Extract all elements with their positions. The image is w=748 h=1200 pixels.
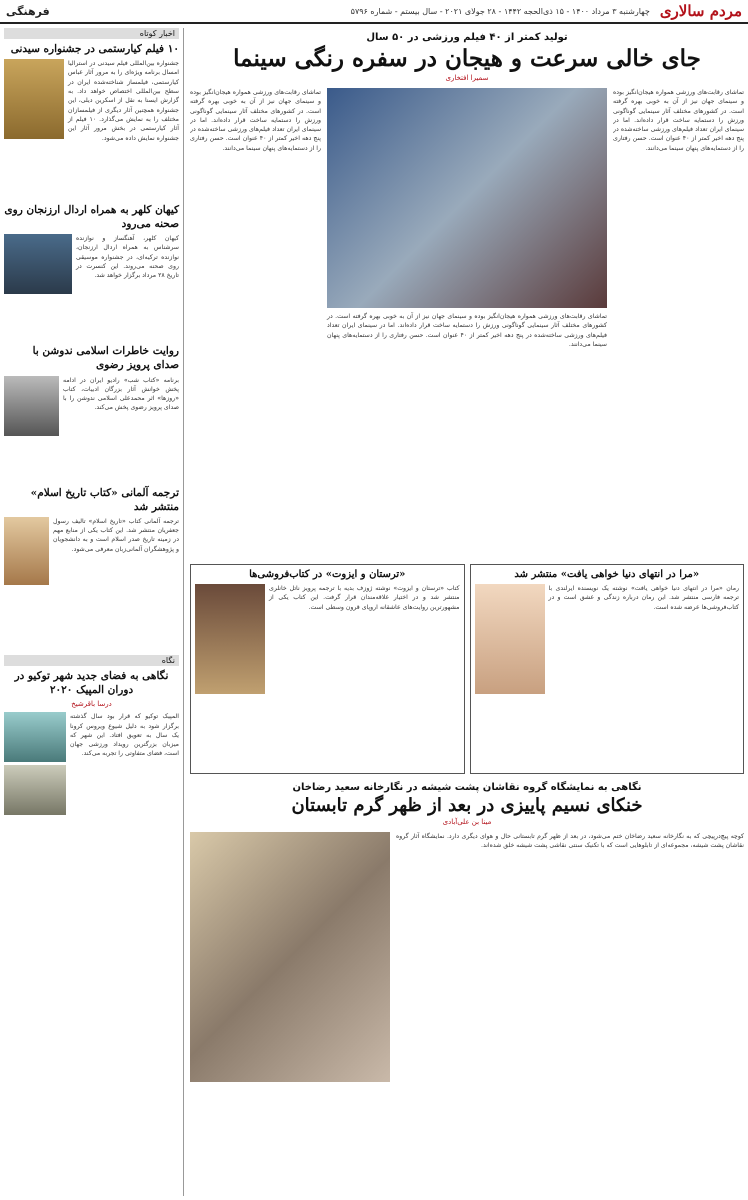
- lead-body-right: تماشای رقابت‌های ورزشی همواره هیجان‌انگیز بوده و سینمای جهان نیز از آن به خوبی بهره گرفته است. در کشورهای مختلف آثار سینمایی گوناگونی ورزش را دستمایه ساخت قرار داده‌اند. اما در سینمای ایران تعداد فیلم‌های ورزشی ساخته‌شده در پنج دهه اخیر کمتر از ۴۰ عنوان است. حسن رفتاری را از دستمایه‌های پنهان سینما می‌دانند.: [190, 89, 321, 152]
- sidebar-label: اخبار کوتاه: [4, 28, 179, 39]
- book-cover-image: [195, 584, 265, 694]
- dateline: چهارشنبه ۳ مرداد ۱۴۰۰ - ۱۵ ذی‌الحجه ۱۴۴۲ - ۲۸ جولای ۲۰۲۱ - سال بیستم - شماره ۵۷۹۶: [350, 6, 650, 16]
- box-title: «ترستان و ایزوت» در کتاب‌فروشی‌ها: [249, 569, 406, 580]
- book-cover-image: [475, 584, 545, 694]
- sidebar-label-2: نگاه: [4, 655, 179, 666]
- sidebar-item: [4, 344, 179, 435]
- main-content: [190, 28, 744, 1196]
- lead-byline: سمیرا افتخاری: [445, 74, 489, 82]
- lead-headline: جای خالی سرعت و هیجان در سفره رنگی سینما: [233, 45, 701, 72]
- sidebar-item-text: ترجمه آلمانی کتاب «تاریخ اسلام» تالیف رسول جعفریان منتشر شد. این کتاب یکی از منابع مهم در زمینه تاریخ صدر اسلام است و به دانشجویان و پژوهشگران آلمانی‌زبان معرفی می‌شود.: [53, 517, 179, 553]
- bottom-byline: مینا بن علی‌آبادی: [442, 818, 492, 826]
- tokyo-title: نگاهی به فضای جدید شهر توکیو در دوران المپیک ۲۰۲۰: [14, 669, 169, 697]
- sidebar-item: [4, 42, 179, 143]
- sidebar-item-title: روایت خاطرات اسلامی ندوشن با صدای پرویز رضوی: [32, 345, 179, 372]
- sports-film-collage: [327, 88, 607, 308]
- lead-body: تماشای رقابت‌های ورزشی همواره هیجان‌انگیز بوده و سینمای جهان نیز از آن به خوبی بهره گرفته است. در کشورهای مختلف آثار سینمایی گوناگونی ورزش را دستمایه ساخت قرار داده‌اند. اما در سینمای ایران تعداد فیلم‌های ورزشی ساخته‌شده در پنج دهه اخیر کمتر از ۴۰ عنوان است. حسن رفتاری را از دستمایه‌های پنهان سینما می‌دانند.: [613, 89, 744, 152]
- section-name: فرهنگی: [6, 4, 50, 18]
- box-text: رمان «مرا در انتهای دنیا خواهی یافت» نوشته یک نویسنده ایرلندی با ترجمه فارسی منتشر شد. این رمان درباره زندگی و عشق است و در کتاب‌فروشی‌ها عرضه شده است.: [548, 585, 739, 611]
- author-portrait: [4, 376, 59, 436]
- sidebar-item-text: کیهان کلهر، آهنگساز و نوازنده سرشناس به همراه اردال ارزنجان، نوازنده ترکیه‌ای، در جشنواره موسیقی روی صحنه می‌روند. این کنسرت در تاریخ ۲۸ مرداد برگزار خواهد شد.: [76, 235, 179, 280]
- sidebar-item: [4, 486, 179, 585]
- sidebar-item-text: جشنواره بین‌المللی فیلم سیدنی در استرالیا امسال برنامه ویژه‌ای را به مرور آثار عباس کیارستمی، فیلمساز شناخته‌شده ایران در سطح بین‌المللی اختصاص خواهد داد. به گزارش ایسنا به نقل از اسکرین دیلی، این جشنواره همچنین آثار دیگری از فیلمسازان مختلف را به نمایش می‌گذارد. ۱۰ فیلم از آثار کیارستمی در بخش مرور آثار این جشنواره نمایش داده می‌شود.: [68, 60, 179, 142]
- sidebar-item-title: ۱۰ فیلم کیارستمی در جشنواره سیدنی: [10, 43, 179, 55]
- concert-photo: [4, 234, 72, 294]
- lead-kicker: تولید کمتر از ۴۰ فیلم ورزشی در ۵۰ سال: [366, 32, 568, 43]
- tokyo-text: المپیک توکیو که قرار بود سال گذشته برگزار شود به دلیل شیوع ویروس کرونا یک سال به تعویق افتاد. این شهر که میزبان بزرگترین رویداد ورزشی جهان است، فضای متفاوتی را تجربه می‌کند.: [70, 713, 179, 758]
- book-box-right: [190, 564, 465, 774]
- book-box-left: [470, 564, 745, 774]
- tokyo-photo-1: [4, 712, 66, 762]
- bottom-body: کوچه پیچ‌درپیچی که به نگارخانه سعید رضاخان ختم می‌شود، در بعد از ظهر گرم تابستانی حال و هوای دیگری دارد. نمایشگاه آثار گروه نقاشان پشت شیشه، مجموعه‌ای از تابلوهایی است که با تکنیک سنتی نقاشی پشت شیشه خلق شده‌اند.: [396, 833, 744, 850]
- box-text: کتاب «ترستان و ایزوت» نوشته ژوزف بدیه با ترجمه پرویز ناتل خانلری منتشر شد و در اختیار علاقه‌مندان قرار گرفت. این کتاب یکی از مشهورترین روایت‌های عاشقانه اروپای قرون وسطی است.: [269, 585, 460, 611]
- box-title: «مرا در انتهای دنیا خواهی یافت» منتشر شد: [514, 569, 700, 580]
- kiarostami-poster-image: [4, 59, 64, 139]
- book-cover-image: [4, 517, 49, 585]
- sidebar-item: [4, 203, 179, 294]
- bottom-headline: خنکای نسیم پاییزی در بعد از ظهر گرم تابستان: [291, 795, 643, 816]
- sidebar-item-text: برنامه «کتاب شب» رادیو ایران در ادامه پخش خوانش آثار بزرگان ادبیات، کتاب «روزها» اثر محمدعلی اسلامی ندوشن را با صدای پرویز رضوی پخش می‌کند.: [63, 376, 179, 412]
- page-header: [0, 0, 748, 24]
- sidebar: [4, 28, 184, 1196]
- newspaper-logo: مردم سالاری: [659, 2, 742, 20]
- sidebar-item-title: کیهان کلهر به همراه اردال ارزنجان روی صحنه می‌رود: [4, 203, 179, 231]
- bottom-kicker: نگاهی به نمایشگاه گروه نقاشان پشت شیشه در نگارخانه سعید رضاخان: [292, 782, 642, 793]
- lead-body-cont: تماشای رقابت‌های ورزشی همواره هیجان‌انگیز بوده و سینمای جهان نیز از آن به خوبی بهره گرفته است. در کشورهای مختلف آثار سینمایی گوناگونی ورزش را دستمایه ساخت قرار داده‌اند. اما در سینمای ایران تعداد فیلم‌های ورزشی ساخته‌شده در پنج دهه اخیر کمتر از ۴۰ عنوان است. حسن رفتاری را از دستمایه‌های پنهان سینما می‌دانند.: [327, 313, 607, 348]
- tokyo-byline: درسا باقرشیخ: [71, 700, 112, 709]
- gallery-photo: [190, 832, 390, 1082]
- sidebar-item-title: ترجمه آلمانی «کتاب تاریخ اسلام» منتشر شد: [30, 486, 179, 513]
- tokyo-photo-2: [4, 765, 66, 815]
